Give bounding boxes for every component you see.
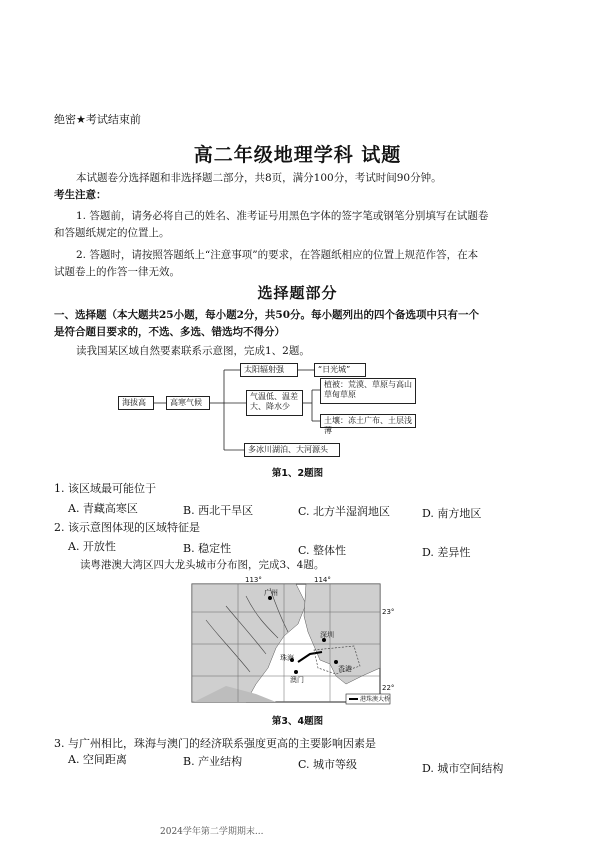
- node-cold-climate: 高寒气候: [166, 396, 210, 410]
- notice-1-line-1: 1. 答题前，请务必将自己的姓名、准考证号用黑色字体的签字笔或钢笔分别填写在试题卷: [76, 210, 489, 222]
- question-1-option-b: B. 西北干旱区: [183, 504, 254, 517]
- section-title: 选择题部分: [257, 284, 338, 302]
- question-2-option-b: B. 稳定性: [183, 542, 232, 555]
- section-instruction-line-1: 一、选择题（本大题共25小题，每小题2分，共50分。每小题列出的四个备选项中只有一个: [54, 309, 480, 321]
- notice-1-line-2: 和答题纸规定的位置上。: [54, 227, 170, 239]
- diagram-caption: 第1、2题图: [271, 468, 324, 479]
- node-vegetation: 植被：荒漠、草原与高山 草甸草原: [320, 378, 416, 404]
- question-3-stem: 3. 与广州相比，珠海与澳门的经济联系强度更高的主要影响因素是: [54, 737, 376, 750]
- question-2-option-a: A. 开放性: [68, 540, 116, 553]
- map-caption: 第3、4题图: [271, 716, 324, 727]
- notice-2-line-2: 试题卷上的作答一律无效。: [54, 266, 180, 278]
- bay-area-map: [186, 576, 396, 711]
- reading-prompt-2: 读粤港澳大湾区四大龙头城市分布图，完成3、4题。: [80, 559, 325, 571]
- question-1-option-a: A. 青藏高寒区: [68, 502, 138, 515]
- map-latitude-22: 22°: [382, 684, 395, 692]
- exam-intro: 本试题卷分选择题和非选择题二部分，共8页，满分100分，考试时间90分钟。: [76, 172, 442, 184]
- section-instruction-line-2: 是符合题目要求的，不选、多选、错选均不得分）: [54, 326, 285, 338]
- region-diagram: [118, 360, 418, 460]
- map-label-macau: 澳门: [290, 676, 304, 684]
- map-longitude-114: 114°: [314, 576, 331, 584]
- exam-title: 高二年级地理学科 试题: [193, 144, 402, 166]
- notice-2-line-1: 2. 答题时，请按照答题纸上“注意事项”的要求，在答题纸相应的位置上规范作答，在本: [76, 249, 479, 261]
- map-legend-bridge: 港珠澳大桥: [360, 696, 391, 703]
- question-1-stem: 1. 该区域最可能位于: [54, 482, 156, 495]
- question-2-option-c: C. 整体性: [298, 544, 347, 557]
- node-soil: 土壤：冻土广布、土层浅薄: [320, 414, 416, 428]
- node-altitude: 海拔高: [118, 396, 154, 410]
- node-solar-radiation: 太阳辐射强: [240, 363, 298, 377]
- question-2-option-d: D. 差异性: [422, 546, 471, 559]
- question-3-option-c: C. 城市等级: [298, 758, 358, 771]
- question-1-option-c: C. 北方半湿润地区: [298, 505, 391, 518]
- node-sunlight-city: “日光城”: [314, 363, 366, 377]
- reading-prompt-1: 读我国某区域自然要素联系示意图，完成1、2题。: [76, 345, 310, 357]
- question-3-option-d: D. 城市空间结构: [422, 762, 504, 775]
- question-3-option-b: B. 产业结构: [183, 755, 243, 768]
- map-label-guangzhou: 广州: [264, 589, 278, 597]
- question-1-option-d: D. 南方地区: [422, 507, 482, 520]
- page-footer: 2024学年第二学期期末...: [160, 827, 264, 837]
- map-latitude-23: 23°: [382, 608, 395, 616]
- node-glacier-lakes: 多冰川湖泊、大河源头: [244, 443, 340, 457]
- map-label-shenzhen: 深圳: [320, 631, 334, 639]
- map-drawing: [186, 576, 396, 711]
- notice-title: 考生注意：: [54, 189, 107, 201]
- map-longitude-113: 113°: [245, 576, 262, 584]
- question-3-option-a: A. 空间距离: [68, 753, 127, 766]
- map-label-hongkong: 香港: [338, 665, 352, 673]
- question-2-stem: 2. 该示意图体现的区域特征是: [54, 521, 200, 534]
- secret-label: 绝密★考试结束前: [54, 113, 141, 126]
- node-temperature: 气温低、温差 大、降水少: [246, 390, 303, 416]
- map-label-zhuhai: 珠海: [280, 654, 294, 662]
